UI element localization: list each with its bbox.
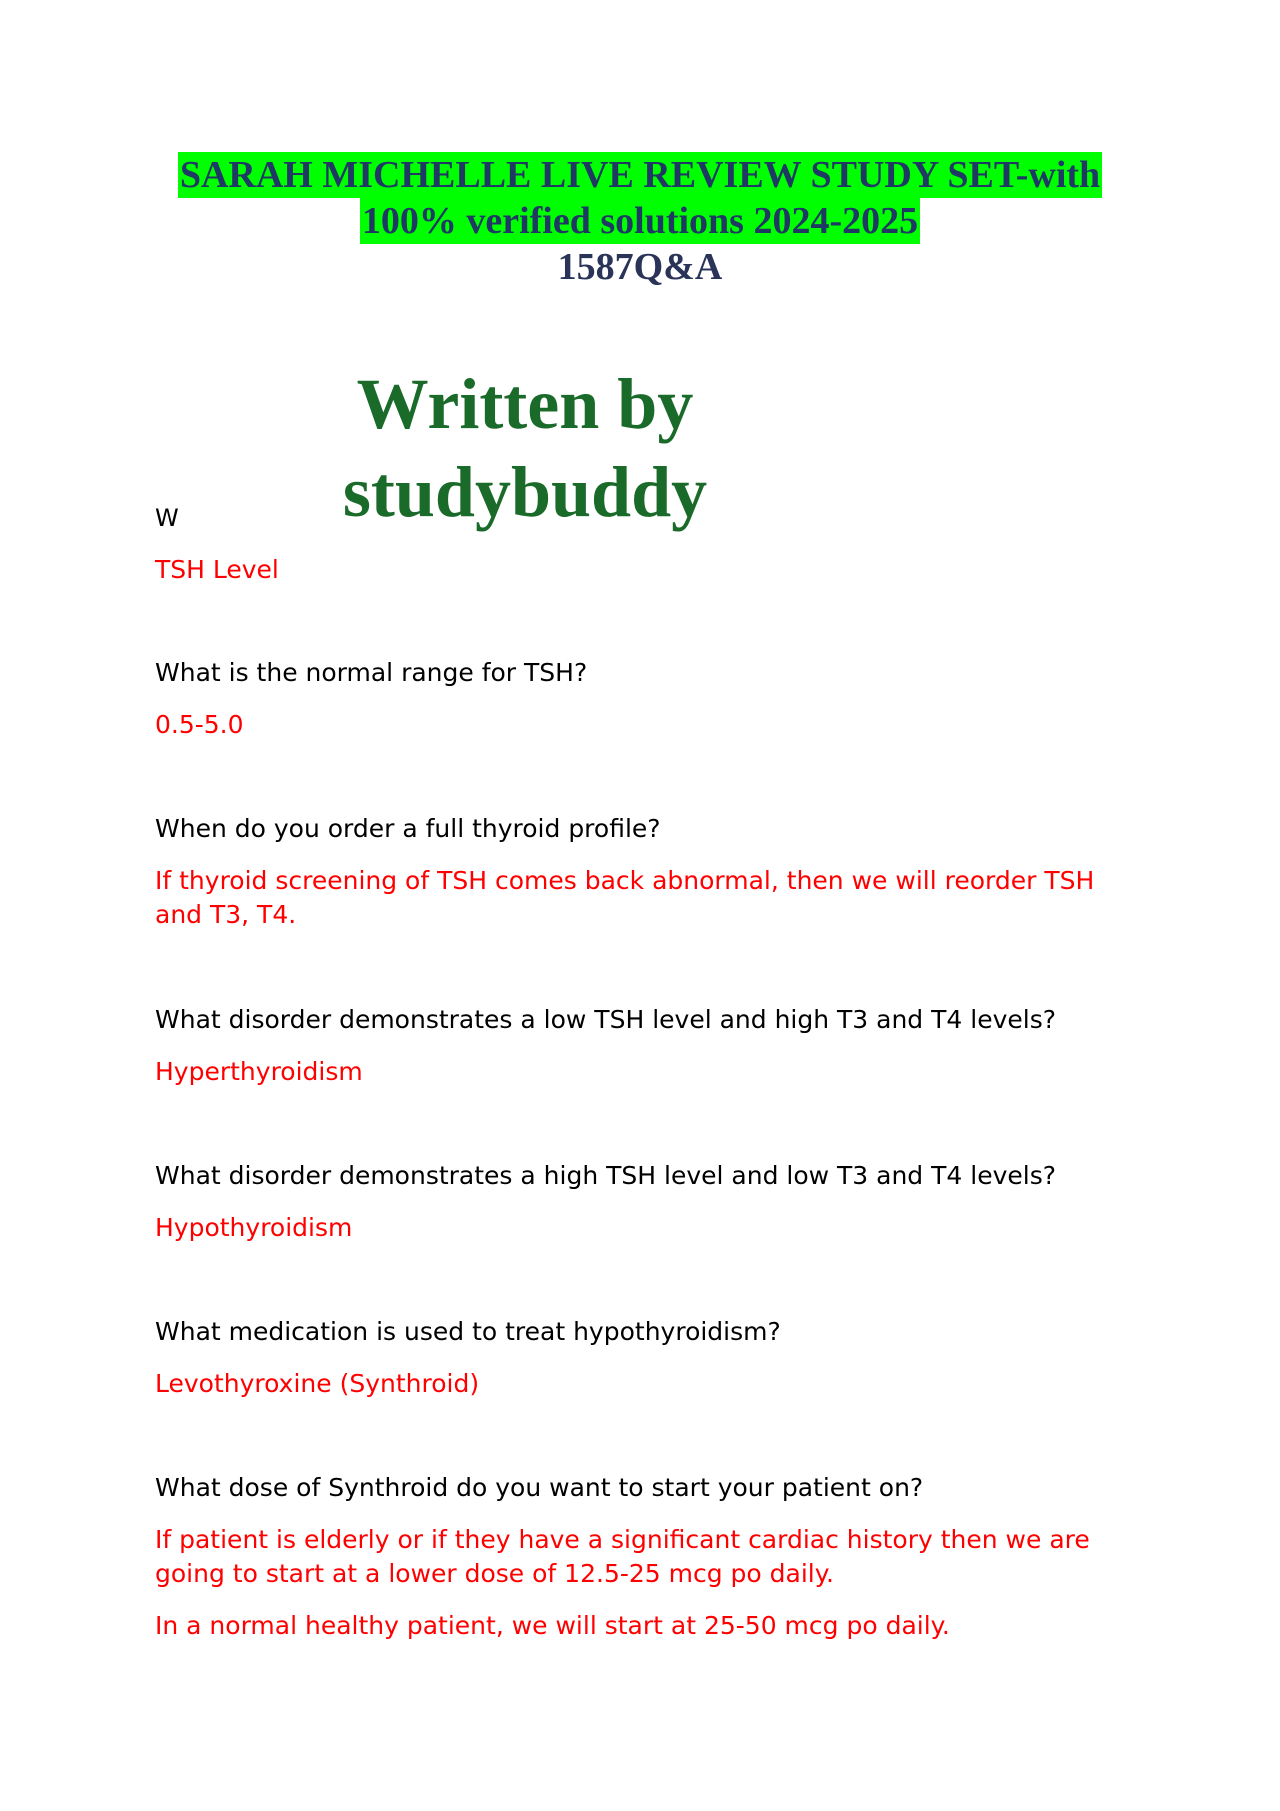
question-text: What medication is used to treat hypothyroidism? <box>155 1317 781 1346</box>
watermark-line-2: studybuddy <box>342 452 708 532</box>
answer-text: Levothyroxine (Synthroid) <box>155 1369 480 1398</box>
title-line-1: SARAH MICHELLE LIVE REVIEW STUDY SET-with <box>179 154 1101 196</box>
answer-text: If thyroid screening of TSH comes back abnormal, then we will reorder TSH and T3, T4. <box>155 866 1095 929</box>
qa-item-7 <box>155 1471 1135 1643</box>
qa-item-3 <box>155 812 1135 932</box>
question-text: When do you order a full thyroid profile? <box>155 814 661 843</box>
answer-text: Hyperthyroidism <box>155 1057 363 1086</box>
author-watermark <box>330 360 720 536</box>
answer-text: 0.5-5.0 <box>155 710 244 739</box>
answer-text: Hypothyroidism <box>155 1213 353 1242</box>
document-title <box>0 152 1280 290</box>
answer-text-2: In a normal healthy patient, we will start at 25-50 mcg po daily. <box>155 1611 950 1640</box>
qa-item-4 <box>155 1003 1135 1089</box>
obscured-question-text: W <box>155 504 179 532</box>
qa-item-2 <box>155 656 1135 742</box>
question-text: What dose of Synthroid do you want to start your patient on? <box>155 1473 924 1502</box>
qa-item-5 <box>155 1159 1135 1245</box>
question-text: What disorder demonstrates a low TSH level and high T3 and T4 levels? <box>155 1005 1056 1034</box>
answer-text: If patient is elderly or if they have a significant cardiac history then we are going to start at a lower dose of 12.5-25 mcg po daily. <box>155 1525 1090 1588</box>
title-line-2: 100% verified solutions 2024-2025 <box>361 200 919 242</box>
question-text: What is the normal range for TSH? <box>155 658 588 687</box>
answer-text: TSH Level <box>155 555 279 584</box>
qa-item-1 <box>155 553 1135 587</box>
watermark-line-1: Written by <box>356 364 694 444</box>
question-text: What disorder demonstrates a high TSH level and low T3 and T4 levels? <box>155 1161 1056 1190</box>
qa-count: 1587Q&A <box>557 246 723 288</box>
qa-item-6 <box>155 1315 1135 1401</box>
